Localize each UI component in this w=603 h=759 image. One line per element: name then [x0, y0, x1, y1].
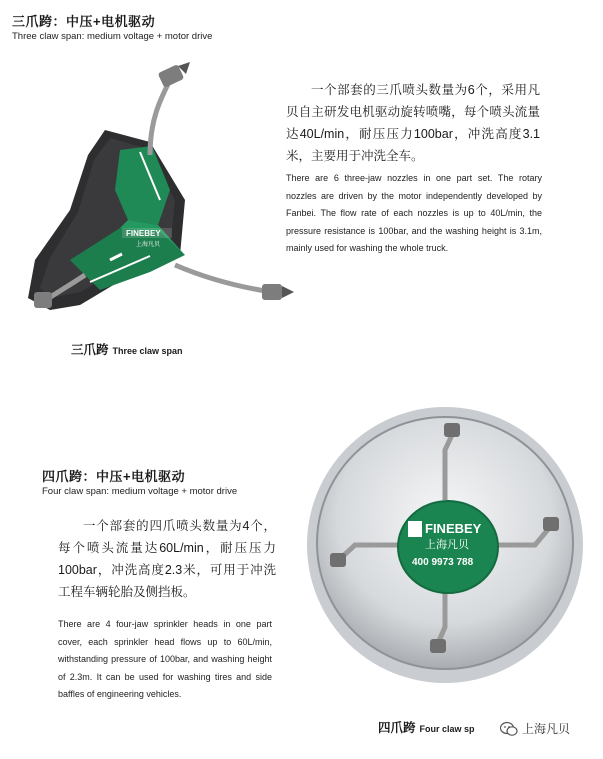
four-claw-logo: FINEBEY [425, 521, 482, 536]
section2-paragraph-en: There are 4 four-jaw sprinkler heads in one part cover, each sprinkler head flows up to 60L/min, withstanding pressure of 100bar, and washing height of 2.3m. It can be used for washing tires and side baffles of engineering vehicles. [58, 619, 272, 700]
section2-caption-cn: 四爪跨 [378, 721, 416, 735]
three-claw-product-image [10, 60, 300, 340]
four-claw-phone: 400 9973 788 [412, 557, 474, 568]
watermark-text: 上海凡贝 [522, 722, 571, 736]
section1-title-cn: 三爪跨：中压+电机驱动 [12, 14, 156, 29]
wechat-icon [500, 721, 518, 737]
three-claw-logo-cn: 上海凡贝 [136, 241, 161, 248]
section1-paragraph-en: There are 6 three-jaw nozzles in one part set. The rotary nozzles are driven by the motor independently developed by Fanbei. The flow rate of each nozzles is up to 40L/min, the pressure resistance is 100bar, and the washing height is 3.1m, mainly used for washing the whole truck. [286, 173, 542, 254]
section1-caption-en: Three claw span [112, 346, 183, 356]
section1-caption-cn: 三爪跨 [71, 343, 109, 357]
three-claw-logo: FINEBEY [126, 229, 161, 238]
watermark [500, 720, 570, 737]
section2-caption-en: Four claw sp [419, 724, 475, 734]
section1-paragraph-cn: 一个部套的三爪喷头数量为6个，采用凡贝自主研发电机驱动旋转喷嘴，每个喷头流量达40L/min，耐压压力100bar，冲洗高度3.1米，主要用于冲洗全车。 [286, 83, 540, 163]
section2-paragraph-cn: 一个部套的四爪喷头数量为4个，每个喷头流量达60L/min，耐压压力100bar，冲洗高度2.3米，可用于冲洗工程车辆轮胎及侧挡板。 [58, 519, 276, 599]
section2-caption [378, 718, 475, 737]
section1-caption [71, 340, 183, 359]
section2-title-cn: 四爪跨：中压+电机驱动 [42, 469, 186, 484]
section2-title-en: Four claw span: medium voltage + motor drive [42, 486, 238, 497]
four-claw-product-image [300, 395, 590, 690]
section1-title-en: Three claw span: medium voltage + motor drive [12, 31, 213, 42]
four-claw-logo-cn: 上海凡贝 [425, 538, 469, 551]
